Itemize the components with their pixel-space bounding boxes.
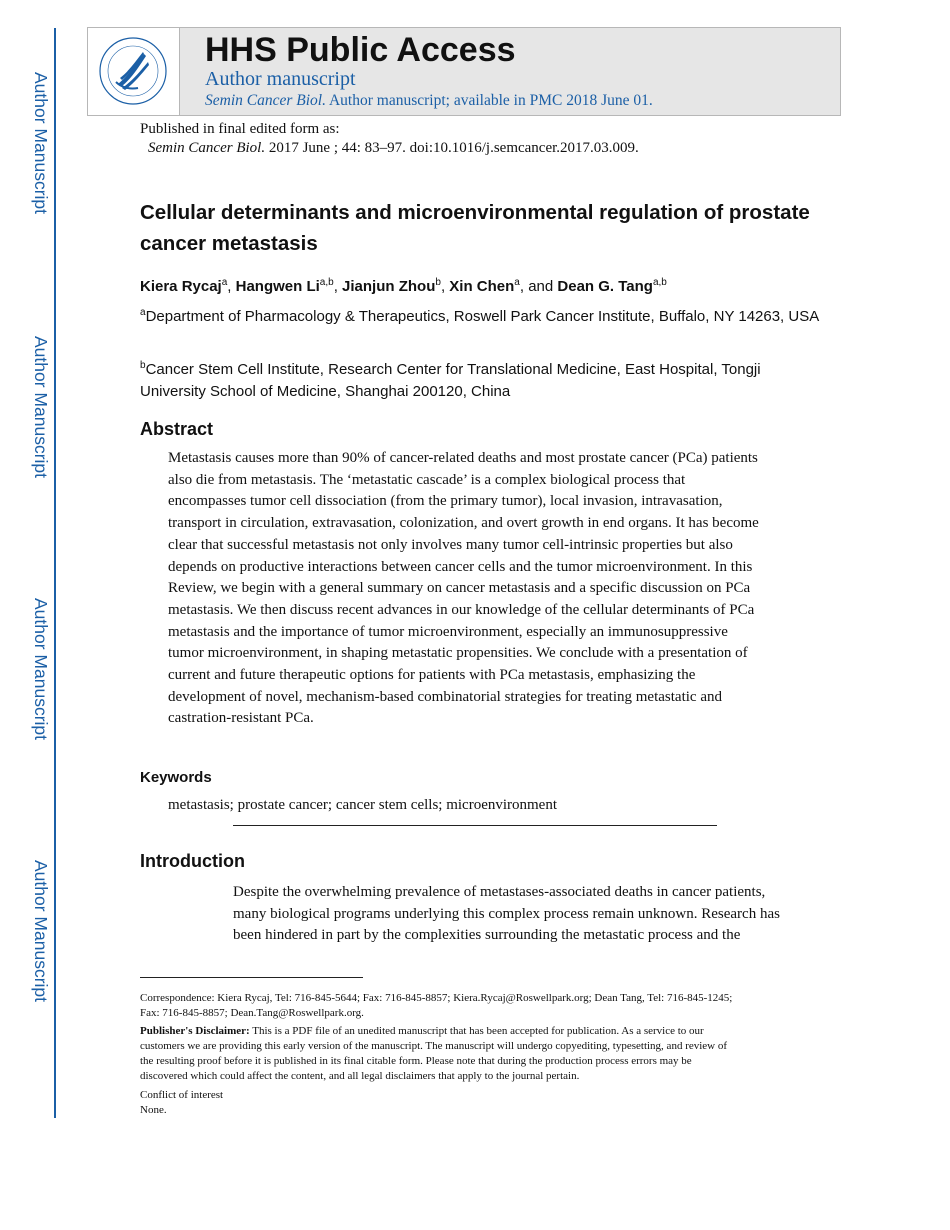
abstract-heading: Abstract [140,419,214,439]
hhs-title: HHS Public Access [205,31,516,69]
abstract-text: Metastasis causes more than 90% of cancer-related deaths and most prostate cancer (PCa) patients also die from metastasis. The ‘metastatic cascade’ is a complex biological process that encompasses tumor cell dissociation (from the primary tumor), local invasion, intravasation, transport in circulation, extravasation, colonization, and overt growth in end organs. It has become clear that successful metastasis not only involves many tumor cell-intrinsic properties but also depends on productive interactions between cancer cells and the tumor microenvironment. In this Review, we begin with a general summary on cancer metastasis and a specific discussion on PCa metastasis. We then discuss recent advances in our knowledge of the cellular determinants of PCa metastasis and the importance of tumor microenvironment, especially an immunosuppressive tumor microenvironment, in shaping metastatic propensities. We conclude with a presentation of current and future therapeutic options for patients with PCa metastasis, emphasizing the development of novel, mechanism-based combinatorial strategies for treating metastatic and castration-resistant PCa. [168,450,759,727]
affiliation-a: $^a$Department of Pharmacology & Therapeutics, Roswell Park Cancer Institute, Buffalo, NY 14263, USA [140,307,820,325]
hhs-logo [88,28,180,115]
author-name: Hangwen Li [235,278,320,295]
introduction-text: Despite the overwhelming prevalence of metastases-associated deaths in cancer patients, many biological programs underlying this complex process remain unknown. Research has been hindered in part by the complexities surrounding the metastatic process and the [233,884,780,944]
hhs-header [87,27,841,116]
pmc-availability: Semin Cancer Biol. Author manuscript; available in PMC 2018 June 01. [205,92,653,109]
side-accent-bar [54,28,56,1118]
citation: Semin Cancer Biol. 2017 June ; 44: 83–97. doi:10.1016/j.semcancer.2017.03.009. [148,140,639,156]
author-name: Xin Chen [449,278,515,295]
publisher-disclaimer: Publisher's Disclaimer: This is a PDF file of an unedited manuscript that has been accepted for publication. As a service to our customers we are providing this early version of the manuscript. The manuscript will undergo copyediting, typesetting, and review of the resulting proof before it is published in its final citable form. Please note that during the production process errors may be discovered which could affect the content, and all legal disclaimers that apply to the journal pertain. [140,1025,728,1082]
keywords-heading: Keywords [140,769,212,786]
article-title: Cellular determinants and microenvironmental regulation of prostate cancer metastasis [140,201,810,255]
author-list: Kiera Rycaj$^a$, Hangwen Li$^{a,b}$, Jianjun Zhou$^b$, Xin Chen$^a$, and Dean G. Tang$^{a,b}$ [140,277,667,295]
author-name: Dean G. Tang [557,278,653,295]
footnote-divider [140,977,363,978]
keywords-text: metastasis; prostate cancer; cancer stem cells; microenvironment [168,797,558,813]
conflict-heading: Conflict of interest [140,1089,224,1101]
manuscript-type: Author manuscript [205,68,356,90]
introduction-heading: Introduction [140,851,245,871]
published-label: Published in final edited form as: [140,121,340,137]
correspondence-note: Correspondence: Kiera Rycaj, Tel: 716-845-5644; Fax: 716-845-8857; Kiera.Rycaj@Roswellpark.org; Dean Tang, Tel: 716-845-1245; Fax: 716-845-8857; Dean.Tang@Roswellpark.org. [140,992,733,1019]
hhs-eagle-seal-icon [98,36,168,106]
author-name: Jianjun Zhou [342,278,436,295]
section-divider [233,825,717,826]
affiliation-b: $^b$Cancer Stem Cell Institute, Research Center for Translational Medicine, East Hospital, Tongji University School of Medicine, Shanghai 200120, China [140,360,761,400]
conflict-text: None. [140,1104,167,1116]
author-name: Kiera Rycaj [140,278,222,295]
